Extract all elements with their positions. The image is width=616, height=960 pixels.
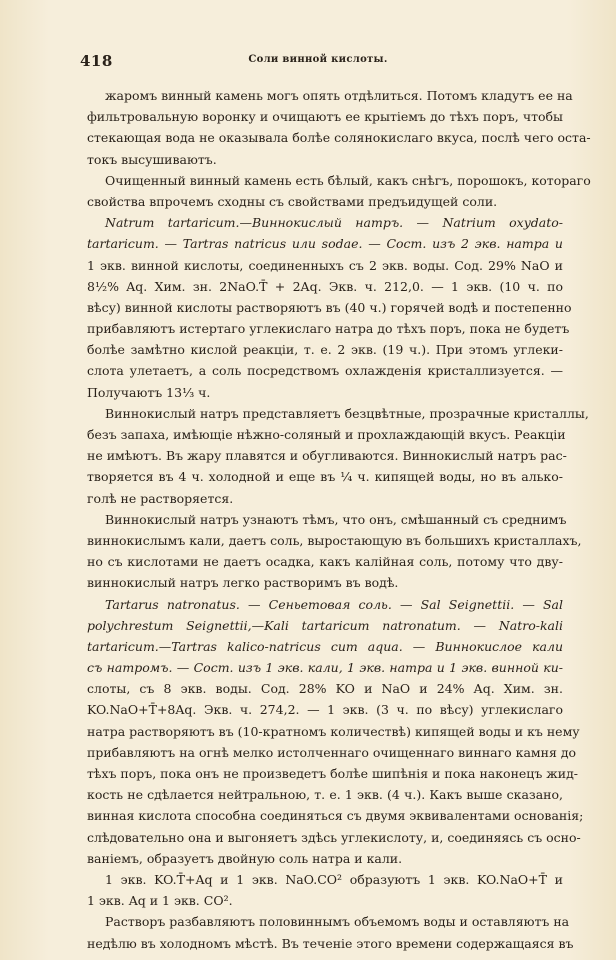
paragraph — [87, 594, 584, 869]
text-line: Растворъ разбавляютъ половиннымъ объемомъ воды и оставляютъ на — [105, 914, 570, 930]
text-line: виннокислый натръ легко растворимъ въ водѣ. — [87, 575, 399, 591]
text-line: Виннокислый натръ представляетъ безцвѣтные, прозрачные кристаллы, — [105, 405, 589, 421]
paragraph — [87, 212, 572, 403]
text-line: Виннокислый натръ узнаютъ тѣмъ, что онъ, смѣшанный съ среднимъ — [105, 511, 567, 527]
text-line: KO.NaO+T̄+8Aq. Экв. ч. 274,2. — 1 экв. (3 ч. по вѣсу) углекислаго — [87, 702, 563, 718]
text-line: стекающая вода не оказывала болѣе солянокислаго вкуса, послѣ чего оста- — [87, 130, 591, 146]
page-header — [80, 52, 556, 72]
text-line: кость не сдѣлается нейтральною, т. е. 1 экв. (4 ч.). Какъ выше сказано, — [87, 787, 563, 803]
paragraph — [87, 85, 591, 170]
page-number: 418 — [80, 52, 113, 70]
text-line: творяется въ 4 ч. холодной и еще въ ¼ ч. кипящей воды, но въ алько- — [87, 469, 563, 485]
body-text — [87, 85, 591, 954]
text-line: токъ высушиваютъ. — [87, 151, 217, 167]
text-line: слота улетаетъ, а соль посредствомъ охлажденія кристаллизуется. — — [87, 363, 563, 379]
text-line: вѣсу) винной кислоты растворяютъ въ (40 ч.) горячей водѣ и постепенно — [87, 299, 572, 315]
text-line: болѣе замѣтно кислой реакціи, т. е. 2 экв. (19 ч.). При этомъ углеки- — [87, 342, 563, 358]
text-line: съ натромъ. — Сост. изъ 1 экв. кали, 1 экв. натра и 1 экв. винной ки- — [87, 660, 563, 676]
paragraph — [87, 869, 563, 911]
text-line: Очищенный винный камень есть бѣлый, какъ снѣгъ, порошокъ, котораго — [105, 172, 591, 188]
text-line: голѣ не растворяется. — [87, 490, 234, 506]
text-line: прибавляютъ на огнѣ мелко истолченнаго очищеннаго виннаго камня до — [87, 744, 577, 760]
text-line: tartaricum. — Tartras natricus или sodae. — Сост. изъ 2 экв. натра и — [87, 236, 563, 252]
text-line: слѣдовательно она и выгоняетъ здѣсь углекислоту, и, соединяясь съ осно- — [87, 829, 581, 845]
text-line: tartaricum.—Tartras kalico-natricus cum aqua. — Виннокислое кали — [87, 638, 563, 654]
text-line: Получаютъ 13⅓ ч. — [87, 384, 211, 400]
paragraph — [87, 509, 582, 594]
paragraph — [87, 170, 591, 212]
text-line: прибавляютъ истертаго углекислаго натра до тѣхъ поръ, пока не будетъ — [87, 321, 570, 337]
text-line: тѣхъ поръ, пока онъ не произведетъ болѣе шипѣнія и пока наконецъ жид- — [87, 766, 579, 781]
text-line: фильтровальную воронку и очищаютъ ее крытіемъ до тѣхъ поръ, чтобы — [87, 109, 563, 125]
text-line: Tartarus natronatus. — Сеньетовая соль. — Sal Seignettii. — Sal — [105, 596, 563, 612]
text-line: 1 экв. KO.T̄+Aq и 1 экв. NaO.CO² образуютъ 1 экв. KO.NaO+T̄ и — [105, 871, 563, 887]
text-line: свойства впрочемъ сходны съ свойствами предъидущей соли. — [87, 193, 498, 209]
text-line: ваніемъ, образуетъ двойную соль натра и кали. — [87, 850, 403, 866]
text-line: слоты, съ 8 экв. воды. Сод. 28% KO и NaO и 24% Aq. Хим. зн. — [87, 681, 563, 697]
text-line: но съ кислотами не даетъ осадка, какъ калійная соль, потому что дву- — [87, 554, 563, 570]
text-line: не имѣютъ. Въ жару плавятся и обугливаются. Виннокислый натръ рас- — [87, 448, 567, 464]
text-line: жаромъ винный камень могъ опять отдѣлиться. Потомъ кладутъ ее на — [105, 88, 573, 103]
text-line: 8½% Aq. Хим. зн. 2NaO.T̄ + 2Aq. Экв. ч. 212,0. — 1 экв. (10 ч. по — [87, 278, 563, 294]
text-line: безъ запаха, имѣющіе нѣжно-соляный и прохлаждающій вкусъ. Реакціи — [87, 427, 566, 442]
text-line: Natrum tartaricum.—Виннокислый натръ. — Natrium oxydato- — [105, 215, 563, 231]
text-line: 1 экв. Aq и 1 экв. CO². — [87, 893, 233, 909]
running-title: Соли винной кислоты. — [248, 54, 388, 65]
paragraph — [87, 403, 589, 509]
text-line: polychrestum Seignettii,—Kali tartaricum natronatum. — Natro-kali — [87, 617, 563, 633]
text-line: винная кислота способна соединяться съ двумя эквивалентами основанія; — [87, 808, 584, 824]
text-line: недѣлю въ холодномъ мѣстѣ. Въ теченіе этого времени содержащаяся въ — [87, 935, 574, 951]
text-line: виннокислымъ кали, даетъ соль, выростающую въ большихъ кристаллахъ, — [87, 532, 582, 548]
paragraph — [87, 911, 574, 953]
text-line: 1 экв. винной кислоты, соединенныхъ съ 2 экв. воды. Сод. 29% NaO и — [87, 257, 563, 273]
text-line: натра растворяютъ въ (10-кратномъ количествѣ) кипящей воды и къ нему — [87, 723, 580, 739]
